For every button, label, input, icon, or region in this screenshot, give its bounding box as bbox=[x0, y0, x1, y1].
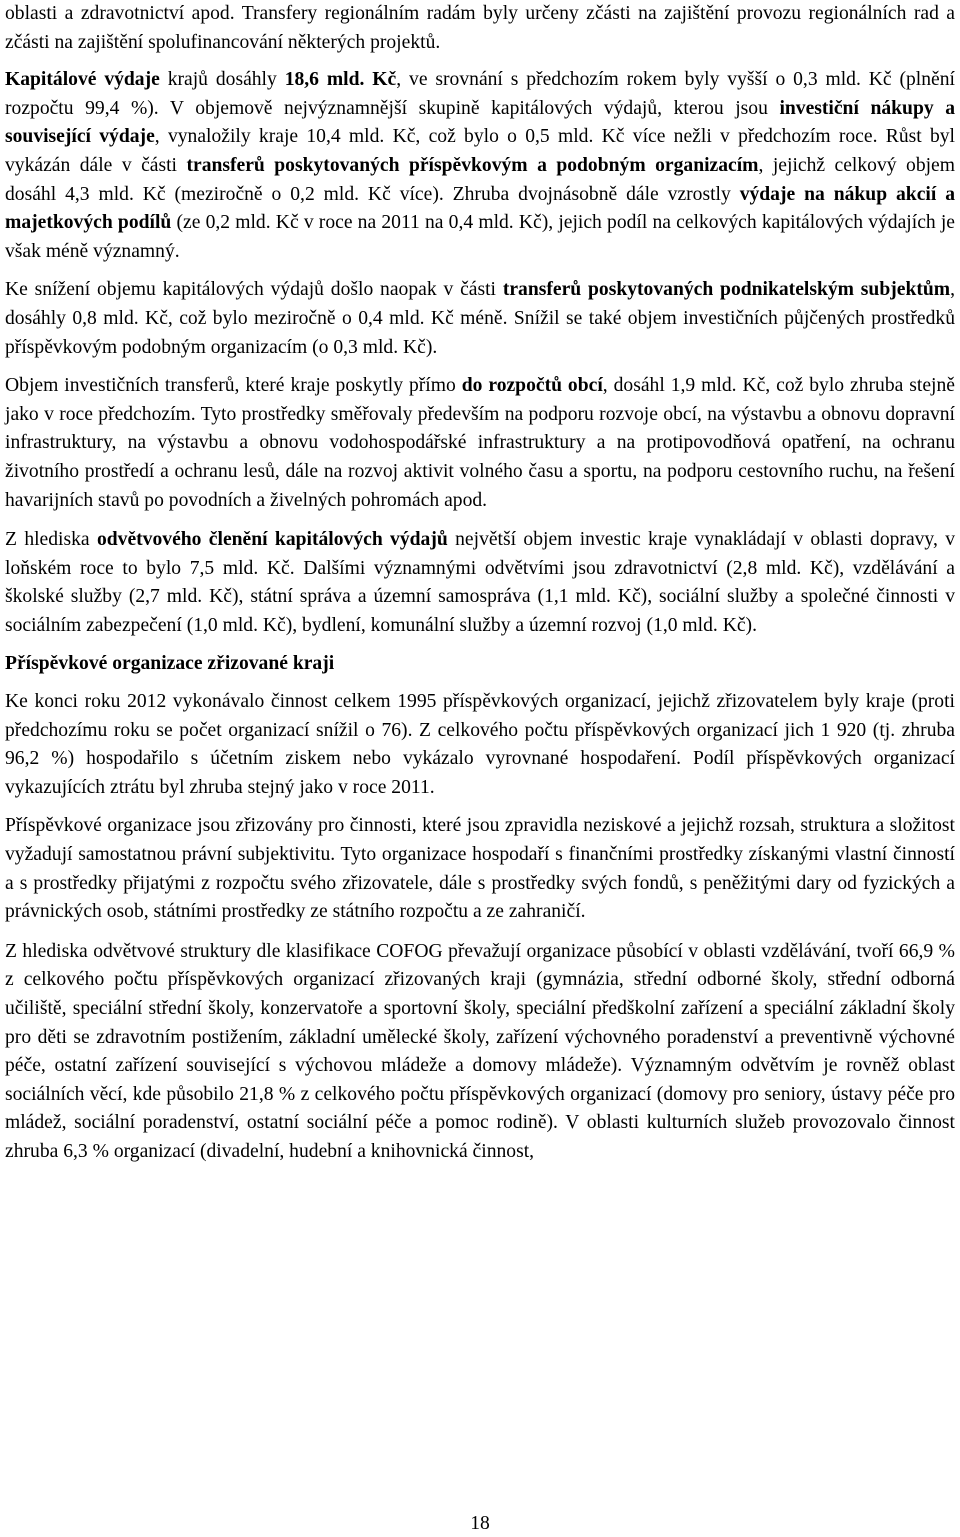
text-run: , dosáhl 1,9 mld. Kč, což bylo zhruba stejně jako v roce předchozím. Tyto prostředky směřovaly především na podporu rozvoje obcí, na výstavbu a obnovu dopravní infrastruktury, na výstavbu a obnovu vodohospodářské infrastruktury a na protipovodňová opatření, na ochranu životního prostředí a ochranu lesů, dále na rozvoj aktivit volného času a sportu, na podporu cestovního ruchu, na řešení havarijních stavů po povodních a živelných pohromách apod. bbox=[5, 375, 955, 511]
text-run: Ke konci roku 2012 vykonávalo činnost celkem 1995 příspěvkových organizací, jejichž zřizovatelem byly kraje (proti předchozímu roku se počet organizací snížil o 76). Z celkového počtu příspěvkových organizací jich 1 920 (tj. zhruba 96,2 %) hospodařilo s účetním ziskem nebo vykázalo vyrovnané hospodaření. Podíl příspěvkových organizací vykazujících ztrátu byl zhruba stejný jako v roce 2011. bbox=[5, 691, 955, 798]
bold-text: odvětvového členění kapitálových výdajů bbox=[96, 529, 448, 551]
paragraph-organizations-count bbox=[5, 688, 955, 802]
text-run: oblasti a zdravotnictví apod. Transfery regionálním radám byly určeny zčásti na zajištění provozu regionálních rad a zčásti na zajištění spolufinancování některých projektů. bbox=[5, 3, 955, 53]
page-number: 18 bbox=[470, 1513, 490, 1534]
bold-text: investiční nákupy a související výdaje bbox=[5, 97, 955, 148]
paragraph-transfers-regional bbox=[5, 0, 955, 57]
paragraph-cofog-structure bbox=[5, 938, 955, 1167]
bold-text: do rozpočtů obcí bbox=[461, 375, 603, 397]
text-run: , jejichž celkový objem dosáhl 4,3 mld. Kč (meziročně o 0,2 mld. Kč více). Zhruba dvojnásobně dále vzrostly bbox=[5, 154, 955, 205]
bold-text: 18,6 mld. Kč bbox=[284, 69, 397, 91]
text-run: Z hlediska bbox=[5, 529, 97, 551]
bold-text: výdaje na nákup akcií a majetkových podílů bbox=[5, 183, 955, 234]
text-run: největší objem investic kraje vynakládají v oblasti dopravy, v loňském roce to bylo 7,5 mld. Kč. Dalšími významnými odvětvími jsou zdravotnictví (2,8 mld. Kč), vzdělávání a školské služby (2,7 mld. Kč), státní správa a územní samospráva (1,1 mld. Kč), sociální služby a společné činnosti v sociálním zabezpečení (1,0 mld. Kč), bydlení, komunální služby a územní rozvoj (1,0 mld. Kč). bbox=[5, 529, 956, 636]
paragraph-capital-expenditure bbox=[5, 66, 955, 266]
section-heading: Příspěvkové organizace zřizované kraji bbox=[5, 653, 335, 675]
paragraph-capital-reduction bbox=[5, 276, 955, 362]
paragraph-organizations-purpose bbox=[5, 812, 955, 926]
text-run: (ze 0,2 mld. Kč v roce na 2011 na 0,4 mld. Kč), jejich podíl na celkových kapitálových výdajích je však méně významný. bbox=[5, 212, 955, 262]
text-run: Objem investičních transferů, které kraje poskytly přímo bbox=[5, 375, 462, 397]
document-page bbox=[5, 0, 955, 1167]
text-run: Příspěvkové organizace jsou zřizovány pro činnosti, které jsou zpravidla neziskové a jejichž rozsah, struktura a složitost vyžadují samostatnou právní subjektivitu. Tyto organizace hospodaří s finančními prostředky získanými vlastní činností a s prostředky přijatými z rozpočtu svého zřizovatele, dále s prostředky svých fondů, s peněžitými dary od fyzických a právnických osob, státními prostředky ze státního rozpočtu a ze zahraničí. bbox=[5, 815, 955, 923]
text-run: , dosáhly 0,8 mld. Kč, což bylo meziročně o 0,4 mld. Kč méně. Snížil se také objem investičních půjčených prostředků příspěvkovým podobným organizacím (o 0,3 mld. Kč). bbox=[5, 279, 955, 358]
bold-text: transferů poskytovaných podnikatelským subjektům bbox=[502, 279, 951, 301]
text-run: Ke snížení objemu kapitálových výdajů došlo naopak v části bbox=[5, 279, 503, 301]
bold-text: Kapitálové výdaje bbox=[5, 69, 160, 91]
paragraph-municipal-transfers bbox=[5, 372, 955, 515]
text-run: Z hlediska odvětvové struktury dle klasifikace COFOG převažují organizace působící v oblasti vzdělávání, tvoří 66,9 % z celkového počtu příspěvkových organizací zřizovaných kraji (gymnázia, střední odborné školy, střední odborná učiliště, speciální střední školy, konzervatoře a sportovní školy, speciální předškolní zařízení a speciální základní školy pro děti se zdravotním postižením, základní umělecké školy, zařízení výchovného poradenství a preventivně výchovné péče, ostatní zařízení související s výchovou mládeže a domovy mládeže). Významným odvětvím je rovněž oblast sociálních věcí, kde působilo 21,8 % z celkového počtu příspěvkových organizací (domovy pro seniory, ústavy péče pro mládež, sociální poradenství, ostatní sociální péče a pomoc rodině). V oblasti kulturních služeb provozovalo činnost zhruba 6,3 % organizací (divadelní, hudební a knihovnická činnost, bbox=[5, 940, 955, 1162]
paragraph-sector-breakdown bbox=[5, 526, 955, 640]
text-run: , vynaložily kraje 10,4 mld. Kč, což bylo o 0,5 mld. Kč více nežli v předchozím roce. Růst byl vykázán dále v části bbox=[5, 126, 955, 176]
text-run: krajů dosáhly bbox=[159, 69, 285, 91]
text-run: , ve srovnání s předchozím rokem byly vyšší o 0,3 mld. Kč (plnění rozpočtu 99,4 %). V objemově nejvýznamnější skupině kapitálových výdajů, kterou jsou bbox=[5, 69, 955, 119]
bold-text: transferů poskytovaných příspěvkovým a podobným organizacím bbox=[186, 154, 759, 176]
